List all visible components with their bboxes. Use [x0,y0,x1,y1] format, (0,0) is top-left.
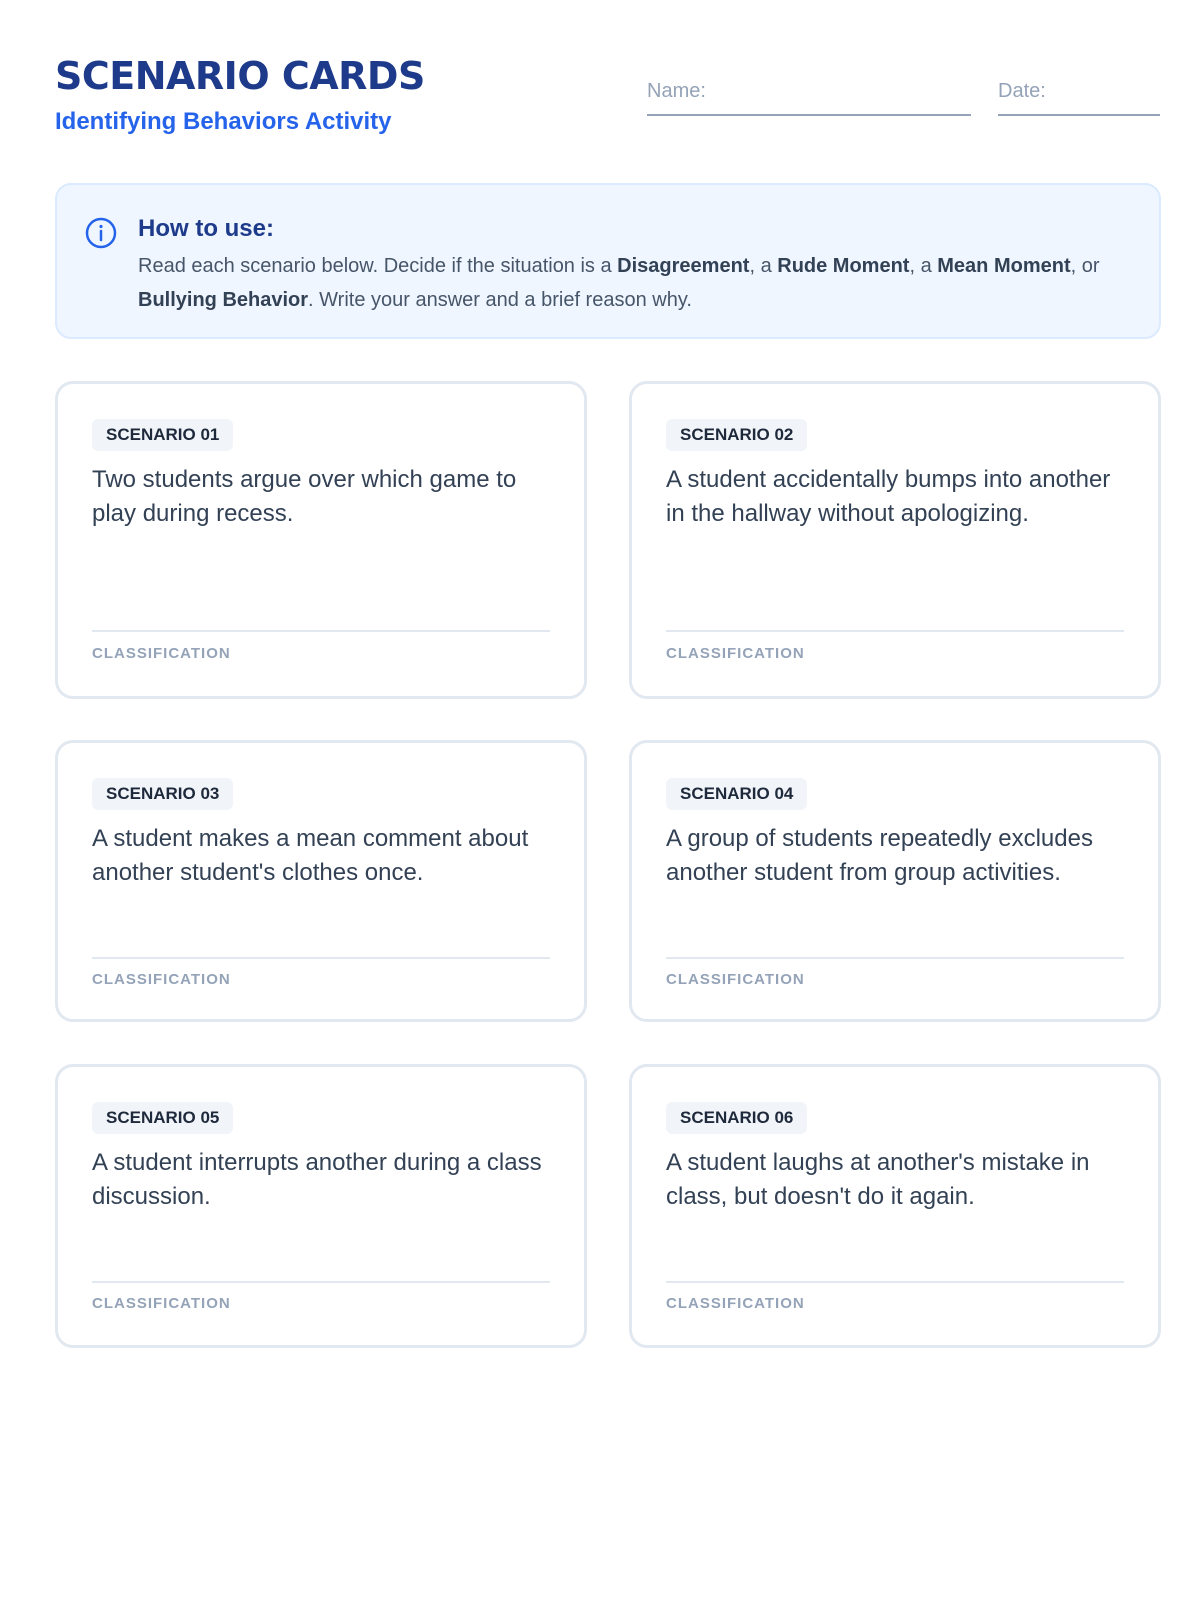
term-disagreement: Disagreement [617,255,750,277]
instructions-text-part: , a [749,255,778,277]
answer-line[interactable] [666,1281,1124,1283]
header [55,0,1145,178]
date-field[interactable] [998,80,1160,116]
term-bullying-behavior: Bullying Behavior [138,289,309,311]
scenario-badge: SCENARIO 01 [92,419,233,451]
instructions-title: How to use: [138,215,274,242]
scenario-text: A student laughs at another's mistake in class, but doesn't do it again. [666,1149,1090,1210]
scenario-badge: SCENARIO 03 [92,778,233,810]
scenario-card-02 [629,381,1161,699]
scenario-badge: SCENARIO 02 [666,419,807,451]
term-rude-moment: Rude Moment [777,255,910,277]
instructions-text-part: . Write your answer and a brief reason why. [308,289,692,311]
info-icon [84,216,118,250]
instructions-text-part: , or [1070,255,1100,277]
scenario-card-04 [629,740,1161,1022]
instructions-box [55,183,1161,339]
scenario-text: A group of students repeatedly excludes another student from group activities. [666,825,1093,886]
classification-label: CLASSIFICATION [92,1295,231,1312]
instructions-text-part: , a [909,255,938,277]
scenario-badge: SCENARIO 06 [666,1102,807,1134]
answer-line[interactable] [92,957,550,959]
scenario-text: A student makes a mean comment about another student's clothes once. [92,825,529,886]
scenario-badge: SCENARIO 05 [92,1102,233,1134]
classification-label: CLASSIFICATION [92,971,231,988]
page-title: SCENARIO CARDS [55,54,425,98]
answer-line[interactable] [666,957,1124,959]
name-field[interactable] [647,80,971,116]
answer-line[interactable] [666,630,1124,632]
scenario-text: Two students argue over which game to play during recess. [92,466,517,527]
page-subtitle: Identifying Behaviors Activity [55,108,392,135]
classification-label: CLASSIFICATION [666,971,805,988]
answer-line[interactable] [92,1281,550,1283]
scenario-card-01 [55,381,587,699]
scenario-card-03 [55,740,587,1022]
scenario-text: A student interrupts another during a class discussion. [92,1149,542,1210]
scenario-text: A student accidentally bumps into another in the hallway without apologizing. [666,466,1111,527]
date-label: Date: [998,80,1046,102]
classification-label: CLASSIFICATION [666,645,805,662]
instructions-text-part: Read each scenario below. Decide if the situation is a [138,255,618,277]
term-mean-moment: Mean Moment [937,255,1071,277]
scenario-card-06 [629,1064,1161,1348]
classification-label: CLASSIFICATION [92,645,231,662]
scenario-card-05 [55,1064,587,1348]
name-label: Name: [647,80,706,102]
classification-label: CLASSIFICATION [666,1295,805,1312]
answer-line[interactable] [92,630,550,632]
scenario-badge: SCENARIO 04 [666,778,807,810]
instructions-text [138,249,1138,317]
